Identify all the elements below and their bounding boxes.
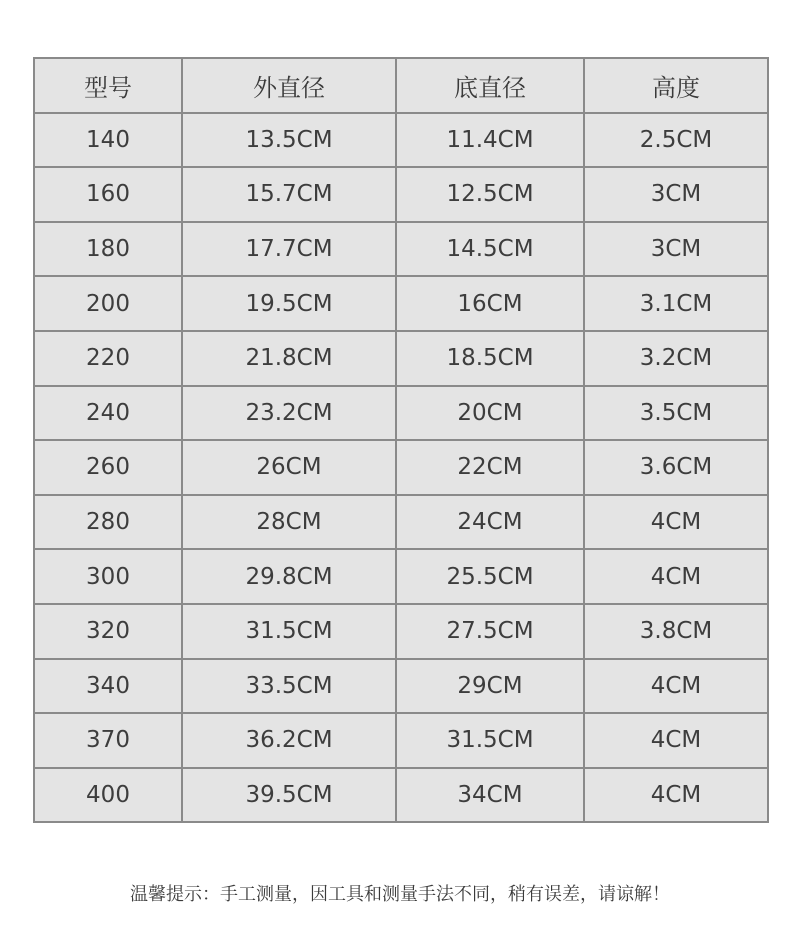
cell-base-diameter: 25.5CM <box>396 549 584 604</box>
cell-model: 370 <box>34 713 182 768</box>
table-row <box>34 276 768 331</box>
cell-model: 220 <box>34 331 182 386</box>
table-row <box>34 222 768 277</box>
cell-model: 340 <box>34 659 182 714</box>
header-row <box>34 58 768 113</box>
cell-base-diameter: 12.5CM <box>396 167 584 222</box>
table-row <box>34 331 768 386</box>
cell-model: 140 <box>34 113 182 168</box>
cell-base-diameter: 27.5CM <box>396 604 584 659</box>
cell-outer-diameter: 31.5CM <box>182 604 396 659</box>
cell-model: 240 <box>34 386 182 441</box>
cell-base-diameter: 34CM <box>396 768 584 823</box>
cell-outer-diameter: 21.8CM <box>182 331 396 386</box>
cell-outer-diameter: 29.8CM <box>182 549 396 604</box>
cell-base-diameter: 24CM <box>396 495 584 550</box>
table-row <box>34 386 768 441</box>
cell-base-diameter: 29CM <box>396 659 584 714</box>
table-row <box>34 659 768 714</box>
cell-height: 3.2CM <box>584 331 768 386</box>
table-row <box>34 713 768 768</box>
cell-outer-diameter: 23.2CM <box>182 386 396 441</box>
cell-base-diameter: 31.5CM <box>396 713 584 768</box>
header-outer-diameter: 外直径 <box>182 58 396 113</box>
cell-base-diameter: 11.4CM <box>396 113 584 168</box>
table-row <box>34 604 768 659</box>
cell-model: 280 <box>34 495 182 550</box>
cell-model: 260 <box>34 440 182 495</box>
cell-height: 3.6CM <box>584 440 768 495</box>
table-row <box>34 167 768 222</box>
cell-height: 4CM <box>584 495 768 550</box>
cell-height: 3.8CM <box>584 604 768 659</box>
cell-outer-diameter: 13.5CM <box>182 113 396 168</box>
header-model: 型号 <box>34 58 182 113</box>
cell-base-diameter: 22CM <box>396 440 584 495</box>
cell-height: 4CM <box>584 659 768 714</box>
cell-base-diameter: 16CM <box>396 276 584 331</box>
table-row <box>34 549 768 604</box>
cell-height: 4CM <box>584 713 768 768</box>
cell-height: 4CM <box>584 549 768 604</box>
cell-height: 3.1CM <box>584 276 768 331</box>
size-table <box>33 57 769 823</box>
cell-model: 200 <box>34 276 182 331</box>
header-height: 高度 <box>584 58 768 113</box>
cell-height: 3CM <box>584 222 768 277</box>
cell-outer-diameter: 17.7CM <box>182 222 396 277</box>
table-row <box>34 495 768 550</box>
table-row <box>34 768 768 823</box>
cell-outer-diameter: 15.7CM <box>182 167 396 222</box>
cell-outer-diameter: 28CM <box>182 495 396 550</box>
cell-base-diameter: 20CM <box>396 386 584 441</box>
cell-outer-diameter: 36.2CM <box>182 713 396 768</box>
cell-height: 3CM <box>584 167 768 222</box>
cell-base-diameter: 18.5CM <box>396 331 584 386</box>
cell-model: 160 <box>34 167 182 222</box>
measurement-note: 温馨提示：手工测量，因工具和测量手法不同，稍有误差，请谅解！ <box>130 884 670 905</box>
cell-outer-diameter: 26CM <box>182 440 396 495</box>
cell-outer-diameter: 33.5CM <box>182 659 396 714</box>
cell-height: 4CM <box>584 768 768 823</box>
header-base-diameter: 底直径 <box>396 58 584 113</box>
cell-outer-diameter: 19.5CM <box>182 276 396 331</box>
cell-outer-diameter: 39.5CM <box>182 768 396 823</box>
cell-model: 320 <box>34 604 182 659</box>
cell-model: 400 <box>34 768 182 823</box>
cell-model: 300 <box>34 549 182 604</box>
table-row <box>34 440 768 495</box>
table-row <box>34 113 768 168</box>
cell-height: 2.5CM <box>584 113 768 168</box>
cell-model: 180 <box>34 222 182 277</box>
cell-base-diameter: 14.5CM <box>396 222 584 277</box>
cell-height: 3.5CM <box>584 386 768 441</box>
